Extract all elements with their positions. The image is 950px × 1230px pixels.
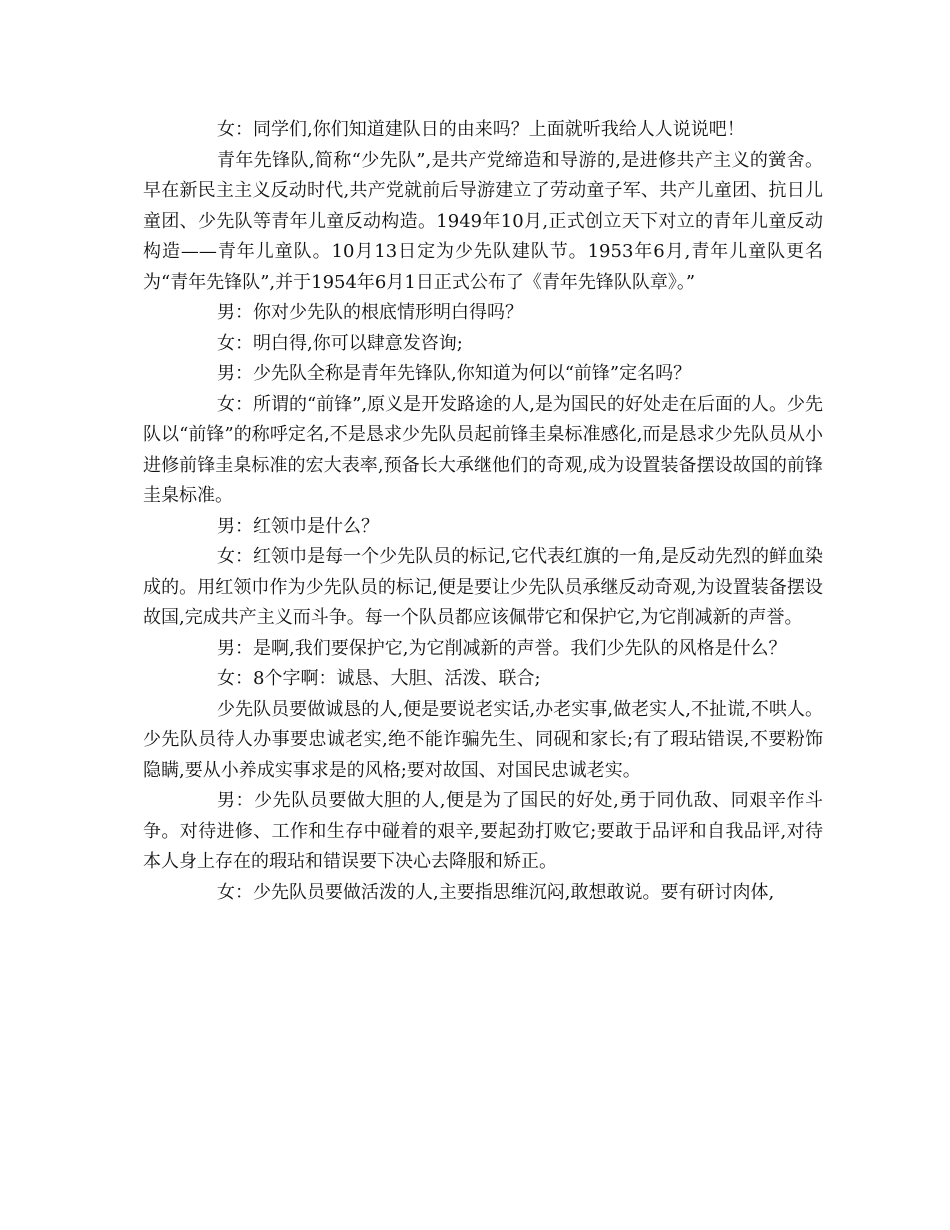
paragraph: 女：明白得,你可以肆意发咨询;	[217, 332, 463, 354]
paragraph: 女：红领巾是每一个少先队员的标记,它代表红旗的一角,是反动先烈的鲜血染成的。用红领巾作为少先队员的标记,便是要让少先队员承继反动奇观,为设置装备摆设故国,完成共产主义而斗争。每一个队员都应该佩带它和保护它,为它削减新的声誉。	[143, 546, 823, 628]
paragraph: 青年先锋队,简称“少先队”,是共产党缔造和导游的,是进修共产主义的黉舍。早在新民主主义反动时代,共产党就前后导游建立了劳动童子军、共产儿童团、抗日儿童团、少先队等青年儿童反动构造。1949年10月,正式创立天下对立的青年儿童反动构造——青年儿童队。10月13日定为少先队建队节。1953年6月,青年儿童队更名为“青年先锋队”,并于1954年6月1日正式公布了《青年先锋队队章》。”	[143, 149, 823, 293]
paragraph: 男：少先队全称是青年先锋队,你知道为何以“前锋”定名吗？	[217, 363, 692, 384]
paragraph: 男：你对少先队的根底情形明白得吗？	[217, 302, 523, 323]
paragraph: 女：少先队员要做活泼的人,主要指思维沉闷,敢想敢说。要有研讨肉体,	[217, 881, 775, 903]
paragraph: 少先队员要做诚恳的人,便是要说老实话,办老实事,做老实人,不扯谎,不哄人。少先队员待人办事要忠诚老实,绝不能诈骗先生、同砚和家长;有了瑕玷错误,不要粉饰隐瞒,要从小养成实事求是的风格;要对故国、对国民忠诚老实。	[143, 698, 823, 781]
paragraph: 男：是啊,我们要保护它,为它削减新的声誉。我们少先队的风格是什么？	[217, 637, 787, 659]
paragraph: 男：红领巾是什么？	[217, 515, 379, 537]
paragraph: 女：所谓的“前锋”,原义是开发路途的人,是为国民的好处走在后面的人。少先队以“前锋”的称呼定名,不是恳求少先队员起前锋圭臬标准感化,而是恳求少先队员从小进修前锋圭臬标准的宏大表率,预备长大承继他们的奇观,成为设置装备摆设故国的前锋圭臬标准。	[143, 393, 824, 506]
paragraph: 男：少先队员要做大胆的人,便是为了国民的好处,勇于同仇敌、同艰辛作斗争。对待进修、工作和生存中碰着的艰辛,要起劲打败它;要敢于品评和自我品评,对待本人身上存在的瑕玷和错误要下决心去降服和矫正。	[143, 790, 823, 872]
document-body	[143, 115, 823, 908]
paragraph: 女：8个字啊：诚恳、大胆、活泼、联合;	[217, 668, 541, 689]
paragraph: 女：同学们,你们知道建队日的由来吗？上面就听我给人人说说吧！	[217, 119, 745, 140]
